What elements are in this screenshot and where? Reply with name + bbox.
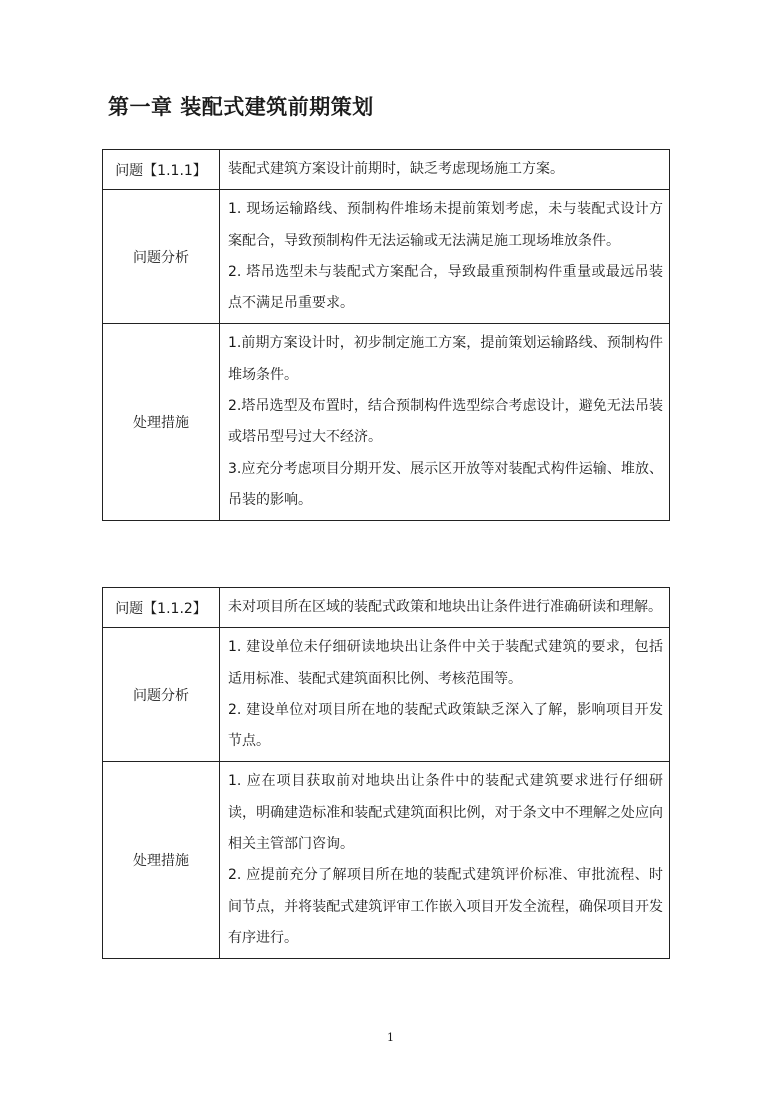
measures-row: [103, 762, 670, 959]
question-text: 装配式建筑方案设计前期时，缺乏考虑现场施工方案。: [220, 150, 670, 190]
measures-item: 1. 应在项目获取前对地块出让条件中的装配式建筑要求进行仔细研读，明确建造标准和装配式建筑面积比例，对于条文中不理解之处应向相关主管部门咨询。: [228, 773, 663, 853]
analysis-content: [220, 628, 670, 762]
analysis-content: [220, 190, 670, 324]
issue-table-1-1-2: [102, 587, 670, 959]
question-row: [103, 150, 670, 190]
issue-table-1-1-1: [102, 149, 670, 521]
analysis-item: 1. 建设单位未仔细研读地块出让条件中关于装配式建筑的要求，包括适用标准、装配式建筑面积比例、考核范围等。: [228, 639, 663, 687]
measures-row: [103, 324, 670, 521]
analysis-row: [103, 628, 670, 762]
analysis-item: 1. 现场运输路线、预制构件堆场未提前策划考虑，未与装配式设计方案配合，导致预制构件无法运输或无法满足施工现场堆放条件。: [228, 201, 663, 249]
analysis-label: 问题分析: [103, 190, 220, 324]
measures-item: 2.塔吊选型及布置时，结合预制构件选型综合考虑设计，避免无法吊装或塔吊型号过大不经济。: [228, 398, 663, 446]
analysis-item: 2. 建设单位对项目所在地的装配式政策缺乏深入了解，影响项目开发节点。: [228, 701, 663, 750]
question-label: 问题【1.1.1】: [103, 150, 220, 190]
page-number: 1: [387, 1031, 394, 1044]
measures-item: 2. 应提前充分了解项目所在地的装配式建筑评价标准、审批流程、时间节点，并将装配式建筑评审工作嵌入项目开发全流程，确保项目开发有序进行。: [228, 867, 663, 946]
question-row: [103, 588, 670, 628]
measures-content: [220, 762, 670, 959]
measures-content: [220, 324, 670, 521]
measures-item: 1.前期方案设计时，初步制定施工方案，提前策划运输路线、预制构件堆场条件。: [228, 335, 663, 383]
question-label: 问题【1.1.2】: [103, 588, 220, 628]
analysis-item: 2. 塔吊选型未与装配式方案配合，导致最重预制构件重量或最远吊装点不满足吊重要求。: [228, 263, 663, 312]
analysis-row: [103, 190, 670, 324]
analysis-label: 问题分析: [103, 628, 220, 762]
chapter-title: 第一章 装配式建筑前期策划: [108, 95, 374, 119]
question-text: 未对项目所在区域的装配式政策和地块出让条件进行准确研读和理解。: [220, 588, 670, 628]
measures-label: 处理措施: [103, 324, 220, 521]
measures-item: 3.应充分考虑项目分期开发、展示区开放等对装配式构件运输、堆放、吊装的影响。: [228, 460, 663, 508]
measures-label: 处理措施: [103, 762, 220, 959]
